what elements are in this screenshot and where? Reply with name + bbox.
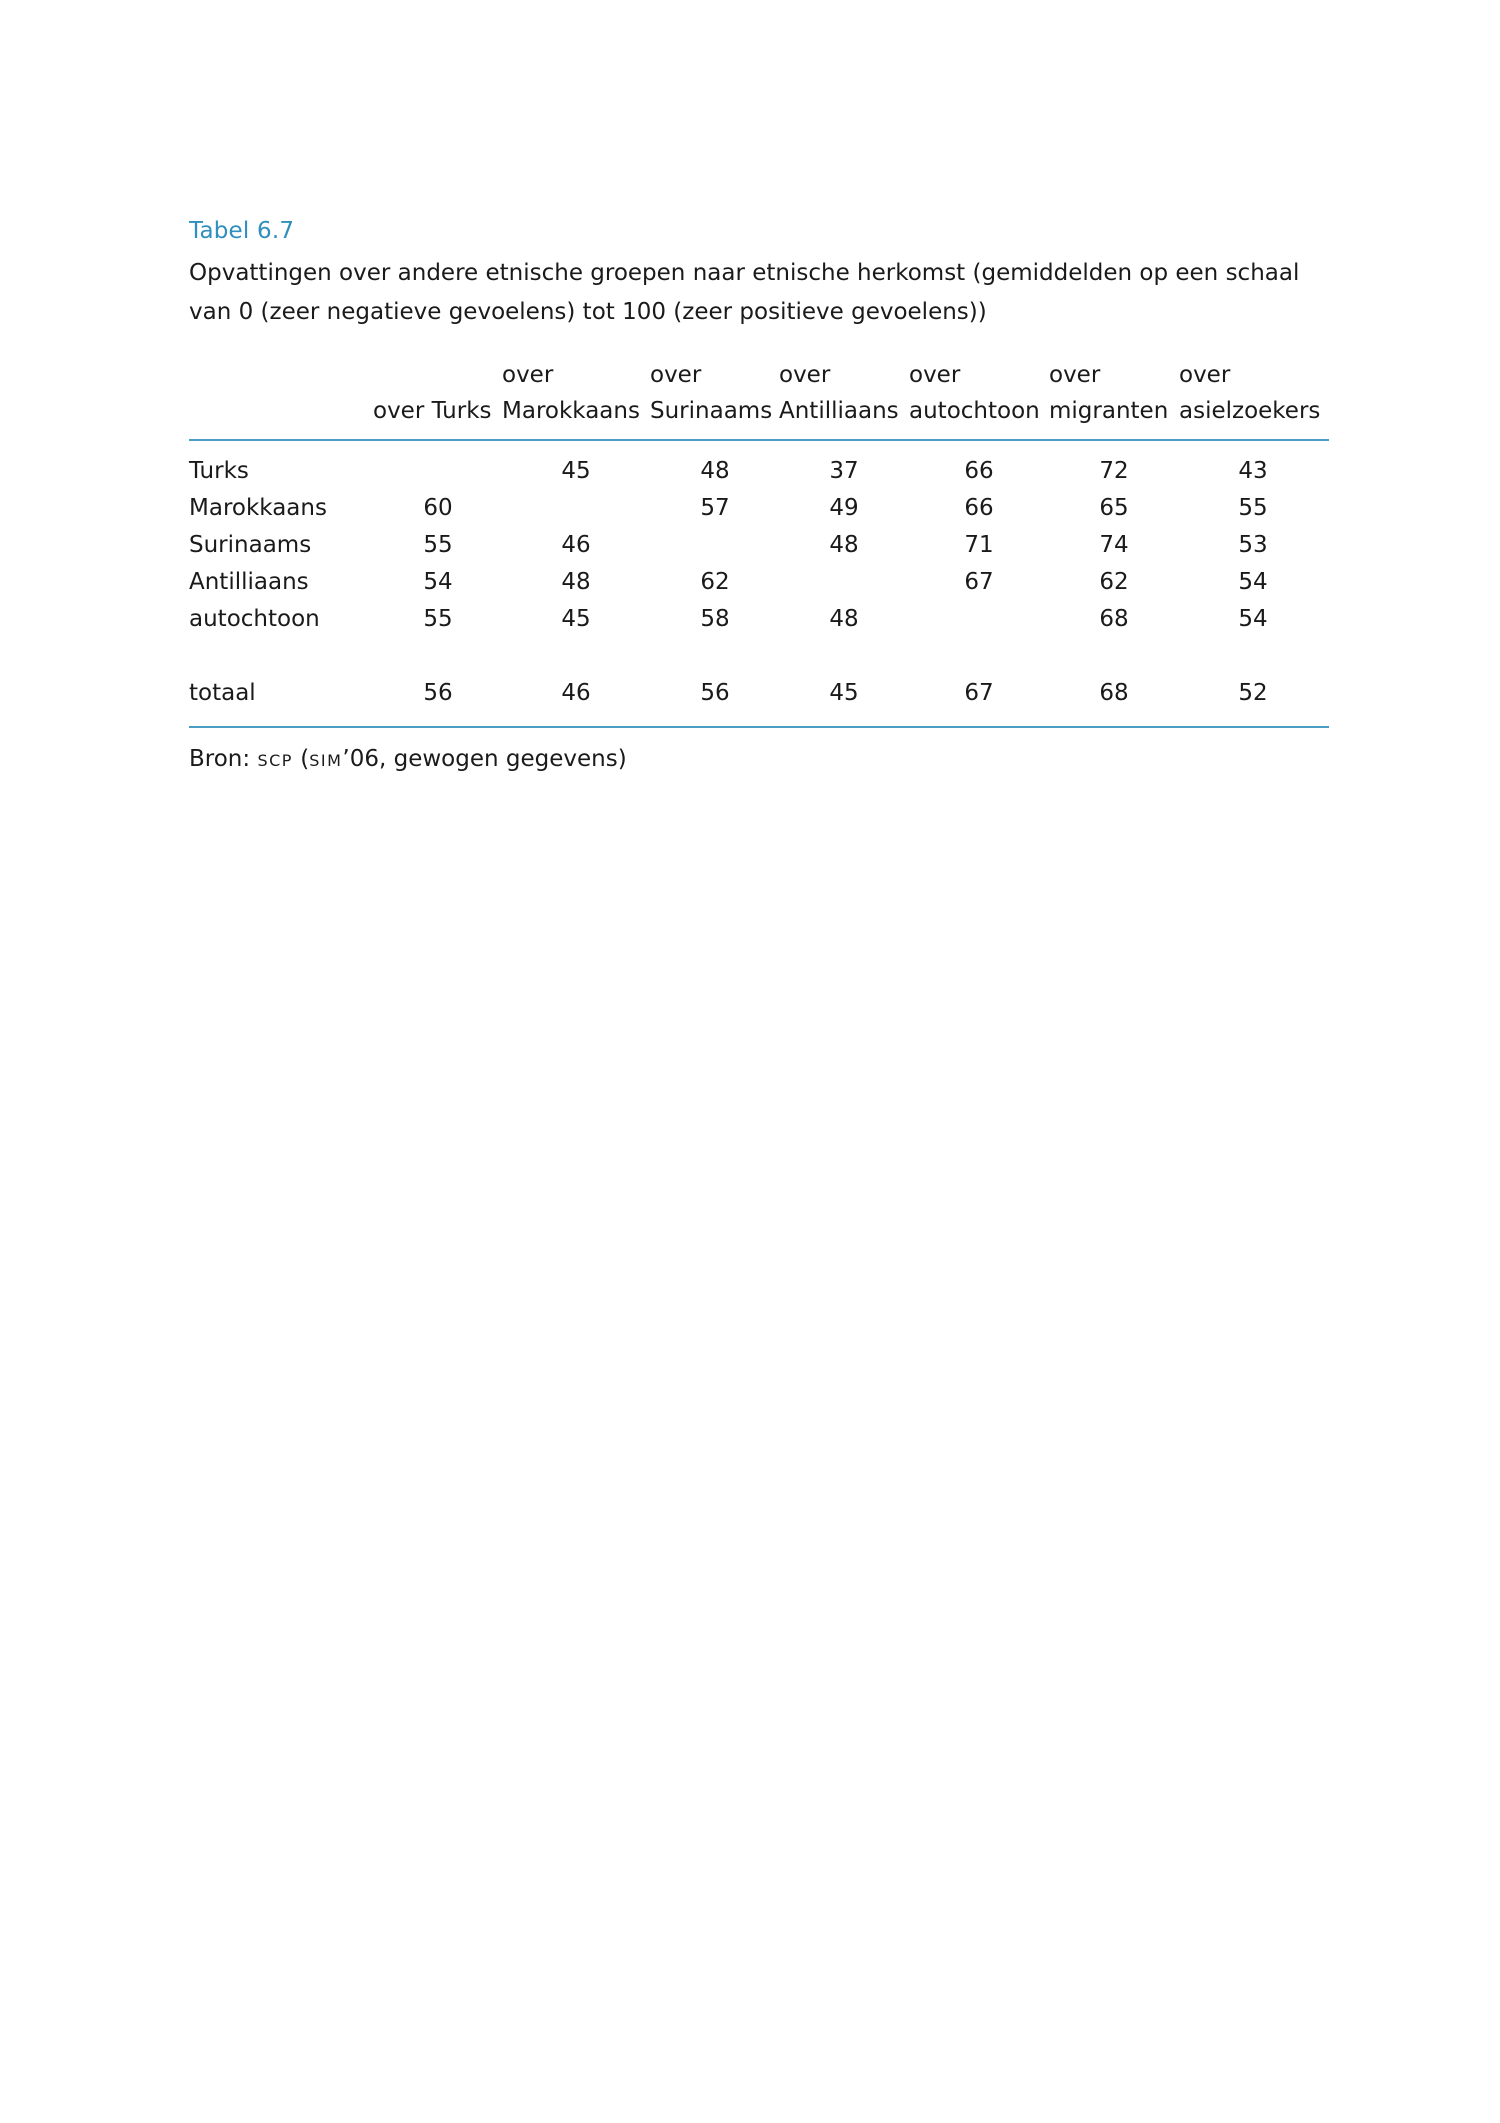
column-header-line2: Marokkaans bbox=[502, 398, 640, 424]
table-cell: 55 bbox=[423, 606, 453, 632]
source-org: scp bbox=[257, 746, 293, 772]
table-cell: 49 bbox=[829, 495, 859, 521]
table-cell: 72 bbox=[1099, 458, 1129, 484]
row-label: totaal bbox=[189, 680, 256, 706]
table-cell: 54 bbox=[1238, 569, 1268, 595]
column-header-line2: asielzoekers bbox=[1179, 398, 1321, 424]
column-header-turks bbox=[373, 357, 492, 429]
table-source bbox=[189, 746, 627, 772]
header-rule bbox=[189, 439, 1329, 441]
table-cell: 45 bbox=[561, 606, 591, 632]
bottom-rule bbox=[189, 726, 1329, 728]
table-cell: 67 bbox=[964, 680, 994, 706]
table-caption: Opvattingen over andere etnische groepen naar etnische herkomst (gemiddelden op een schaal van 0 (zeer negatieve gevoelens) tot 100 (zeer positieve gevoelens)) bbox=[189, 260, 1300, 325]
row-label: Antilliaans bbox=[189, 569, 309, 595]
table-cell: 46 bbox=[561, 680, 591, 706]
table-cell: 66 bbox=[964, 495, 994, 521]
table-cell: 48 bbox=[700, 458, 730, 484]
table-cell: 62 bbox=[1099, 569, 1129, 595]
table-row bbox=[189, 601, 1329, 638]
table-cell: 67 bbox=[964, 569, 994, 595]
row-label: Marokkaans bbox=[189, 495, 327, 521]
column-header-line1 bbox=[373, 357, 492, 393]
table-cell: 52 bbox=[1238, 680, 1268, 706]
column-header-marokkaans bbox=[502, 357, 640, 429]
table-cell: 53 bbox=[1238, 532, 1268, 558]
column-header-line2: autochtoon bbox=[909, 398, 1040, 424]
source-survey: sim bbox=[309, 746, 343, 772]
column-header-antilliaans bbox=[779, 357, 899, 429]
source-prefix: Bron: bbox=[189, 746, 258, 772]
table-cell: 48 bbox=[561, 569, 591, 595]
source-rest: ’06, gewogen gegevens) bbox=[342, 746, 627, 772]
table-cell: 45 bbox=[829, 680, 859, 706]
table-cell: 37 bbox=[829, 458, 859, 484]
table-cell: 57 bbox=[700, 495, 730, 521]
table-cell: 43 bbox=[1238, 458, 1268, 484]
column-header-line1: over bbox=[502, 362, 554, 388]
row-label: Turks bbox=[189, 458, 249, 484]
table-cell: 48 bbox=[829, 532, 859, 558]
table-row bbox=[189, 453, 1329, 490]
table-cell: 68 bbox=[1099, 680, 1129, 706]
table-cell: 71 bbox=[964, 532, 994, 558]
column-header-line1: over bbox=[1179, 362, 1231, 388]
table-cell: 66 bbox=[964, 458, 994, 484]
column-header-line2: Antilliaans bbox=[779, 398, 899, 424]
column-header-autochtoon bbox=[909, 357, 1040, 429]
column-header-line2: Surinaams bbox=[650, 398, 773, 424]
column-header-line1: over bbox=[779, 362, 831, 388]
column-header-line2: migranten bbox=[1049, 398, 1169, 424]
column-header-line1: over bbox=[650, 362, 702, 388]
table-cell: 56 bbox=[700, 680, 730, 706]
row-label: Surinaams bbox=[189, 532, 312, 558]
table-cell: 74 bbox=[1099, 532, 1129, 558]
table-cell: 60 bbox=[423, 495, 453, 521]
table-row bbox=[189, 564, 1329, 601]
table-row bbox=[189, 527, 1329, 564]
column-header-line2: over Turks bbox=[373, 398, 492, 424]
column-header-line1: over bbox=[909, 362, 961, 388]
column-header-migranten bbox=[1049, 357, 1168, 429]
column-header-line1: over bbox=[1049, 362, 1101, 388]
column-header-surinaams bbox=[650, 357, 772, 429]
table-cell: 48 bbox=[829, 606, 859, 632]
table-cell: 62 bbox=[700, 569, 730, 595]
table-cell: 46 bbox=[561, 532, 591, 558]
table-cell: 54 bbox=[423, 569, 453, 595]
table-cell: 56 bbox=[423, 680, 453, 706]
table-cell: 55 bbox=[423, 532, 453, 558]
row-label: autochtoon bbox=[189, 606, 320, 632]
table-cell: 68 bbox=[1099, 606, 1129, 632]
table-row bbox=[189, 490, 1329, 527]
table-number: Tabel 6.7 bbox=[189, 218, 295, 244]
table-row-total bbox=[189, 675, 1329, 712]
table-cell: 58 bbox=[700, 606, 730, 632]
source-paren: ( bbox=[292, 746, 310, 772]
table-cell: 65 bbox=[1099, 495, 1129, 521]
table-cell: 45 bbox=[561, 458, 591, 484]
column-header-asielzoekers bbox=[1179, 357, 1320, 429]
table-cell: 55 bbox=[1238, 495, 1268, 521]
table-cell: 54 bbox=[1238, 606, 1268, 632]
